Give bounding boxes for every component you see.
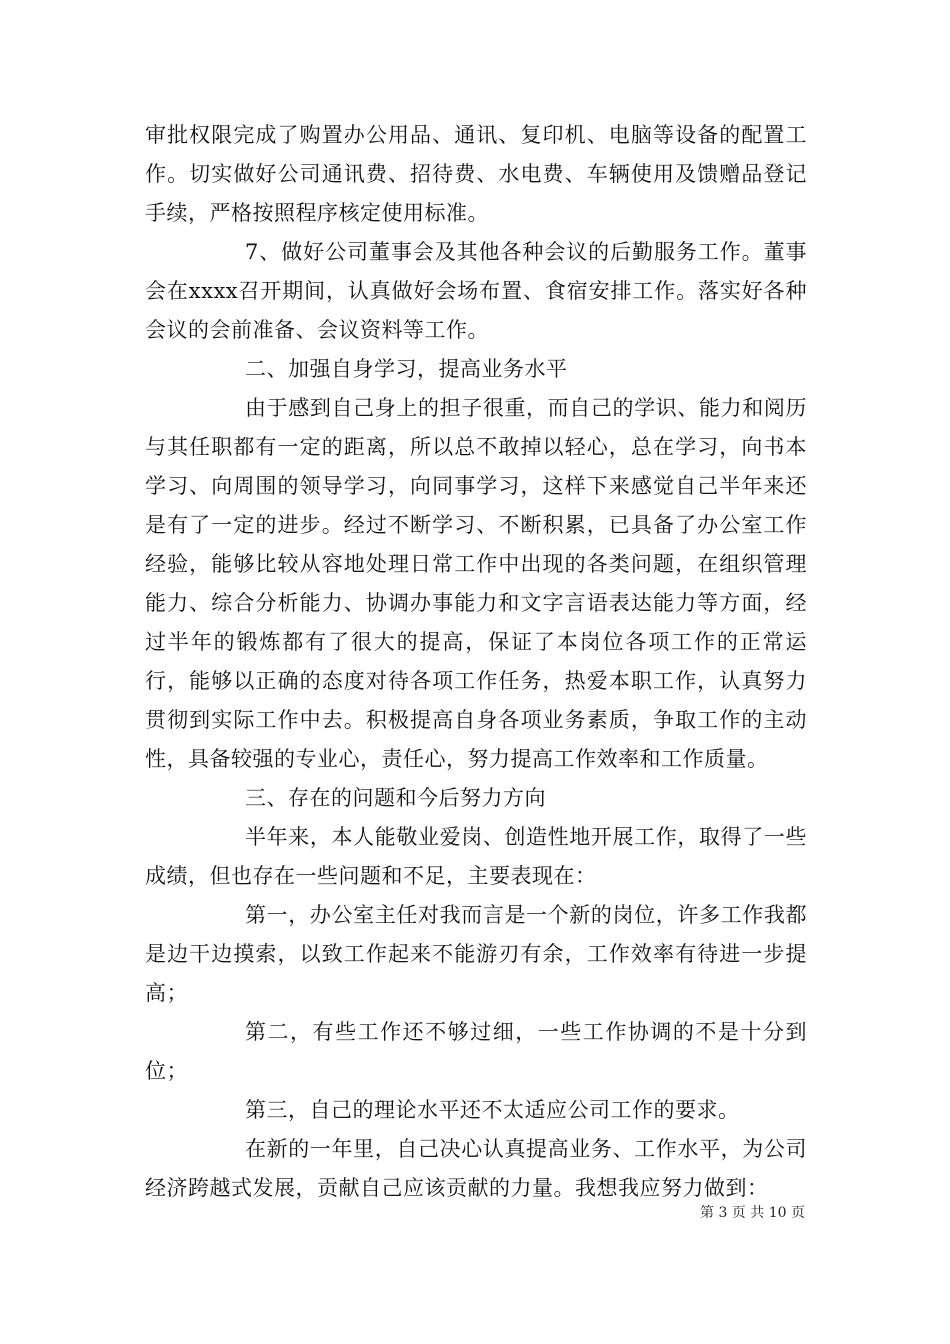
paragraph: 审批权限完成了购置办公用品、通讯、复印机、电脑等设备的配置工作。切实做好公司通讯费、招待费、水电费、车辆使用及馈赠品登记手续，严格按照程序核定使用标准。: [145, 123, 807, 225]
paragraph: 第一，办公室主任对我而言是一个新的岗位，许多工作我都是边干边摸索，以致工作起来不能游刃有余，工作效率有待进一步提高；: [145, 903, 807, 1005]
paragraph: 半年来，本人能敬业爱岗、创造性地开展工作，取得了一些成绩，但也存在一些问题和不足，主要表现在：: [145, 825, 807, 888]
paragraph: 第二，有些工作还不够过细，一些工作协调的不是十分到位；: [145, 1020, 807, 1083]
section-heading: 二、加强自身学习，提高业务水平: [245, 357, 568, 381]
section-heading: 三、存在的问题和今后努力方向: [245, 786, 546, 810]
paragraph: 在新的一年里，自己决心认真提高业务、工作水平，为公司经济跨越式发展，贡献自己应该贡献的力量。我想我应努力做到：: [145, 1137, 807, 1200]
paragraph: 由于感到自己身上的担子很重，而自己的学识、能力和阅历与其任职都有一定的距离，所以总不敢掉以轻心，总在学习，向书本学习、向周围的领导学习，向同事学习，这样下来感觉自己半年来还是有了一定的进步。经过不断学习、不断积累，已具备了办公室工作经验，能够比较从容地处理日常工作中出现的各类问题，在组织管理能力、综合分析能力、协调办事能力和文字言语表达能力等方面，经过半年的锻炼都有了很大的提高，保证了本岗位各项工作的正常运行，能够以正确的态度对待各项工作任务，热爱本职工作，认真努力贯彻到实际工作中去。积极提高自身各项业务素质，争取工作的主动性，具备较强的专业心，责任心，努力提高工作效率和工作质量。: [145, 396, 807, 771]
page-number-footer: 第 3 页 共 10 页: [700, 1205, 805, 1221]
paragraph: 7、做好公司董事会及其他各种会议的后勤服务工作。董事会在xxxx召开期间，认真做好会场布置、食宿安排工作。落实好各种会议的会前准备、会议资料等工作。: [145, 240, 807, 342]
paragraph: 第三，自己的理论水平还不太适应公司工作的要求。: [245, 1098, 740, 1122]
document-body: [145, 116, 807, 1208]
